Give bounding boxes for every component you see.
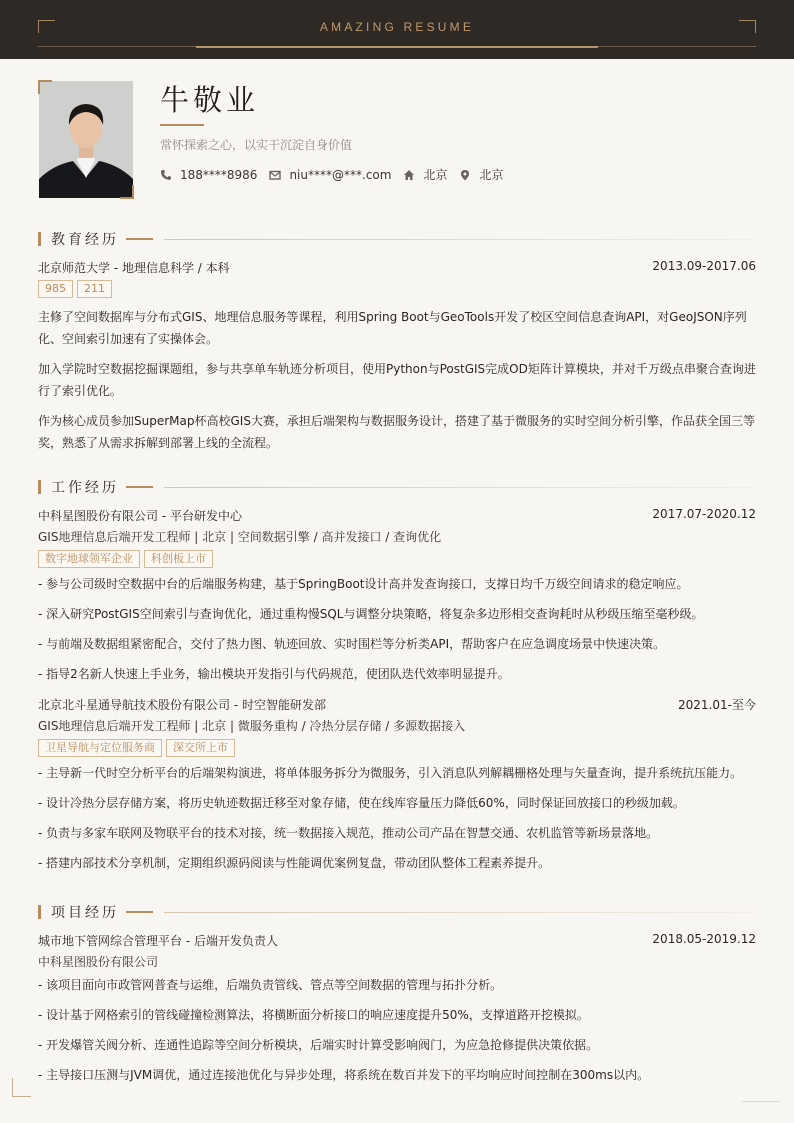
section-heading [38, 229, 756, 249]
section-heading [38, 902, 756, 922]
header-bar [0, 0, 794, 59]
job-bullet: - 设计冷热分层存储方案，将历史轨迹数据迁移至对象存储，使在线库容量压力降低60%，同时保证回放接口的秒级加载。 [38, 796, 685, 810]
project-header [38, 929, 756, 951]
education-paragraph: 作为核心成员参加SuperMap杯高校GIS大赛，承担后端架构与数据服务设计，搭建了基于微服务的实时空间分析引擎，作品获全国三等奖，熟悉了从需求拆解到部署上线的全流程。 [38, 414, 755, 450]
home-icon [403, 169, 415, 181]
profile-photo [39, 81, 133, 198]
contact-home [403, 166, 447, 183]
project-bullet: - 主导接口压测与JVM调优，通过连接池优化与异步处理，将系统在数百并发下的平均响应时间控制在300ms以内。 [38, 1068, 650, 1082]
tag: 985 [38, 280, 73, 298]
contact-phone-text: 188****8986 [180, 167, 258, 182]
job-bullet: - 参与公司级时空数据中台的后端服务构建，基于SpringBoot设计高并发查询接口，支撑日均千万级空间请求的稳定响应。 [38, 577, 689, 591]
job-role: GIS地理信息后端开发工程师 | 北京 | 微服务重构 / 冷热分层存储 / 多源数据接入 [38, 719, 466, 733]
project-bullet: - 设计基于网格索引的管线碰撞检测算法，将横断面分析接口的响应速度提升50%，支撑道路开挖模拟。 [38, 1008, 589, 1022]
tag: 深交所上市 [166, 739, 235, 757]
education-entry-header [38, 256, 756, 278]
candidate-name: 牛敬业 [160, 83, 260, 117]
job-bullet: - 负责与多家车联网及物联平台的技术对接，统一数据接入规范，推动公司产品在智慧交通、农机监管等新场景落地。 [38, 826, 659, 840]
project-period: 2018.05-2019.12 [652, 932, 756, 946]
job-company: 北京北斗星通导航技术股份有限公司 - 时空智能研发部 [38, 698, 326, 712]
name-underline [160, 124, 204, 126]
job-bullet: - 与前端及数据组紧密配合，交付了热力图、轨迹回放、实时围栏等分析类API，帮助客户在应急调度场景中快速决策。 [38, 637, 666, 651]
work-section [38, 477, 756, 882]
contact-location [459, 166, 503, 183]
tag: 数字地球领军企业 [38, 550, 140, 568]
education-paragraph: 加入学院时空数据挖掘课题组，参与共享单车轨迹分析项目，使用Python与PostGIS完成OD矩阵计算模块，并对千万级点串聚合查询进行了索引优化。 [38, 362, 756, 398]
work-heading: 工作经历 [51, 480, 119, 496]
contact-email-text: niu****@***.com [289, 167, 392, 182]
header-accent-rule [196, 46, 598, 48]
education-paragraph: 主修了空间数据库与分布式GIS、地理信息服务等课程，利用Spring Boot与GeoTools开发了校区空间信息查询API，对GeoJSON序列化、空间索引加速有了实操体会。 [38, 310, 747, 346]
contact-list [160, 166, 515, 183]
job-bullet: - 主导新一代时空分析平台的后端架构演进，将单体服务拆分为微服务，引入消息队列解耦栅格处理与矢量查询，提升系统抗压能力。 [38, 766, 743, 780]
project-entry [38, 929, 756, 1086]
location-pin-icon [459, 169, 471, 181]
job-bullet: - 深入研究PostGIS空间索引与查询优化，通过重构慢SQL与调整分块策略，将复杂多边形相交查询耗时从秒级压缩至毫秒级。 [38, 607, 704, 621]
footer-corner-ornament [12, 1078, 31, 1097]
photo-corner-ornament [120, 185, 134, 199]
job-company: 中科星图股份有限公司 - 平台研发中心 [38, 509, 242, 523]
project-bullet: - 该项目面向市政管网普查与运维，后端负责管线、管点等空间数据的管理与拓扑分析。 [38, 978, 503, 992]
tag: 卫星导航与定位服务商 [38, 739, 162, 757]
education-tags [38, 278, 756, 300]
mail-icon [269, 169, 281, 181]
footer-rule [742, 1101, 780, 1102]
section-heading [38, 477, 756, 497]
job-entry [38, 693, 756, 874]
projects-section [38, 902, 756, 1094]
projects-heading: 项目经历 [51, 905, 119, 921]
contact-phone [160, 168, 257, 182]
header-title: AMAZING RESUME [319, 20, 475, 34]
project-org: 中科星图股份有限公司 [38, 955, 159, 969]
job-tags [38, 548, 756, 570]
motto: 常怀探索之心，以实干沉淀自身价值 [160, 138, 353, 152]
photo-corner-ornament [38, 80, 52, 94]
contact-email [269, 168, 391, 182]
project-title: 城市地下管网综合管理平台 - 后端开发负责人 [38, 934, 278, 948]
contact-home-text: 北京 [423, 168, 448, 182]
job-header [38, 504, 756, 526]
job-role: GIS地理信息后端开发工程师 | 北京 | 空间数据引擎 / 高并发接口 / 查询优化 [38, 530, 442, 544]
education-period: 2013.09-2017.06 [652, 259, 756, 273]
project-bullet: - 开发爆管关阀分析、连通性追踪等空间分析模块，后端实时计算受影响阀门，为应急抢修提供决策依据。 [38, 1038, 599, 1052]
job-entry [38, 504, 756, 685]
job-header [38, 693, 756, 715]
job-period: 2021.01-至今 [678, 698, 756, 712]
job-tags [38, 737, 756, 759]
tag: 科创板上市 [144, 550, 213, 568]
education-heading: 教育经历 [51, 232, 119, 248]
phone-icon [160, 169, 172, 181]
job-period: 2017.07-2020.12 [652, 507, 756, 521]
avatar [38, 80, 134, 199]
job-bullet: - 搭建内部技术分享机制，定期组织源码阅读与性能调优案例复盘，带动团队整体工程素养提升。 [38, 856, 551, 870]
education-school: 北京师范大学 - 地理信息科学 / 本科 [38, 261, 230, 275]
contact-location-text: 北京 [479, 168, 504, 182]
job-bullet: - 指导2名新人快速上手业务，输出模块开发指引与代码规范，使团队迭代效率明显提升。 [38, 667, 510, 681]
tag: 211 [77, 280, 112, 298]
education-section [38, 229, 756, 462]
